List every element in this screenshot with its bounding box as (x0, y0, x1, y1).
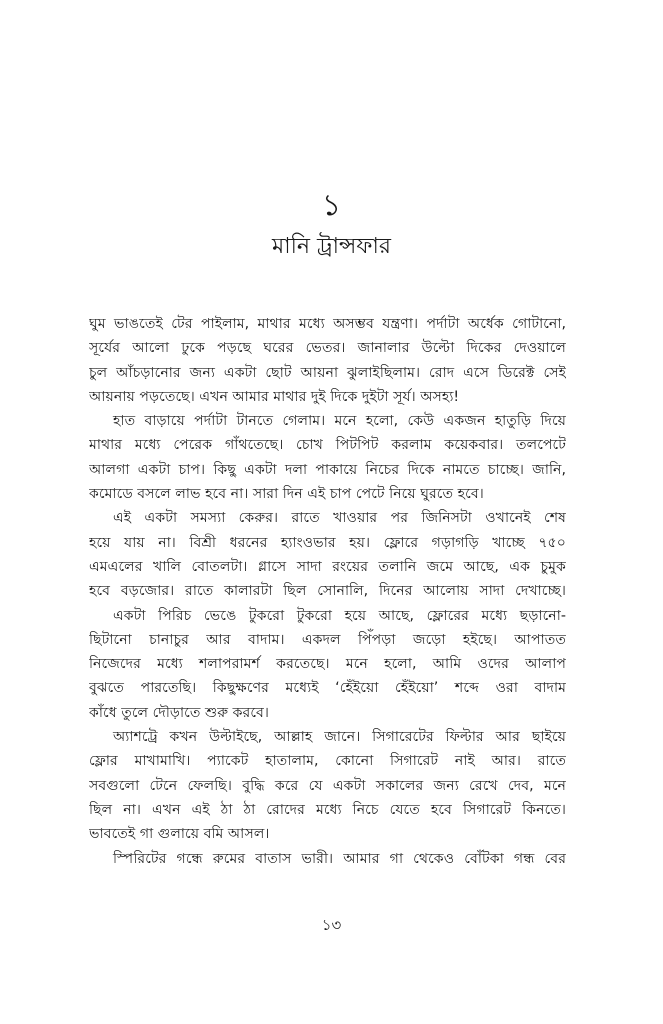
text-line: স্পিরিটের গন্ধে রুমের বাতাস ভারী। আমার গা থেকেও বোঁটকা গন্ধ বের (113, 850, 566, 867)
body-text (89, 312, 566, 871)
chapter-number: ১ (321, 188, 342, 223)
text-line: হয়ে যায় না। বিশ্রী ধরনের হ্যাংওভার হয়। ফ্লোরে গড়াগড়ি খাচ্ছে ৭৫০ (89, 534, 566, 551)
text-line: আলগা একটা চাপ। কিছু একটা দলা পাকায়ে নিচের দিকে নামতে চাচ্ছে। জানি, (89, 461, 566, 478)
text-line: হবে বড়জোর। রাতে কালারটা ছিল সোনালি, দিনের আলোয় সাদা দেখাচ্ছে। (89, 583, 566, 600)
text-line: এমএলের খালি বোতলটা। গ্লাসে সাদা রংয়ের তলানি জমে আছে, এক চুমুক (89, 558, 566, 575)
text-line: ফ্লোর মাখামাখি। প্যাকেট হাতালাম, কোনো সিগারেট নাই আর। রাতে (89, 753, 566, 770)
text-line: মাথার মধ্যে পেরেক গাঁথতেছে। চোখ পিটপিট করলাম কয়েকবার। তলপেটে (89, 437, 566, 454)
text-line: আয়নায় পড়তেছে। এখন আমার মাথার দুই দিকে দুইটা সূর্য। অসহ্য! (89, 388, 460, 405)
text-line: কমোডে বসলে লাভ হবে না। সারা দিন এই চাপ পেটে নিয়ে ঘুরতে হবে। (89, 486, 484, 503)
text-line: ছিটানো চানাচুর আর বাদাম। একদল পিঁপড়া জড়ো হইছে। আপাতত (89, 631, 566, 648)
text-line: ঘুম ভাঙতেই টের পাইলাম, মাথার মধ্যে অসম্ভব যন্ত্রণা। পর্দাটা অর্ধেক গোটানো, (89, 316, 566, 332)
text-line: নিজেদের মধ্যে শলাপরামর্শ করতেছে। মনে হলো, আমি ওদের আলাপ (89, 656, 566, 673)
text-line: বুঝতে পারতেছি। কিছুক্ষণের মধ্যেই ‘হেঁইয়ো হেঁইয়ো’ শব্দে ওরা বাদাম (89, 680, 566, 697)
text-line: চুল আঁচড়ানোর জন্য একটা ছোট আয়না ঝুলাইছিলাম। রোদ এসে ডিরেক্ট সেই (89, 364, 566, 381)
text-line: অ্যাশট্রে কখন উল্টাইছে, আল্লাহ জানে। সিগারেটের ফিল্টার আর ছাইয়ে (113, 729, 566, 746)
chapter-title: মানি ট্রান্সফার (272, 234, 391, 259)
page-number: ১৩ (321, 916, 342, 934)
text-line: একটা পিরিচ ভেঙে টুকরো টুকরো হয়ে আছে, ফ্লোরের মধ্যে ছড়ানো- (113, 607, 566, 624)
text-line: হাত বাড়ায়ে পর্দাটা টানতে গেলাম। মনে হলো, কেউ একজন হাতুড়ি দিয়ে (113, 413, 566, 430)
text-line: এই একটা সমস্যা কেরুর। রাতে খাওয়ার পর জিনিসটা ওখানেই শেষ (113, 510, 566, 527)
text-line: কাঁধে তুলে দৌড়াতে শুরু করবে। (89, 704, 270, 721)
text-line: সবগুলো টেনে ফেলছি। বুদ্ধি করে যে একটা সকালের জন্য রেখে দেব, মনে (89, 777, 566, 794)
text-line: সূর্যের আলো ঢুকে পড়ছে ঘরের ভেতর। জানালার উল্টো দিকের দেওয়ালে (89, 340, 566, 357)
text-line: ছিল না। এখন এই ঠা ঠা রোদের মধ্যে নিচে যেতে হবে সিগারেট কিনতে। (89, 801, 566, 818)
text-line: ভাবতেই গা গুলায়ে বমি আসল। (89, 826, 270, 843)
